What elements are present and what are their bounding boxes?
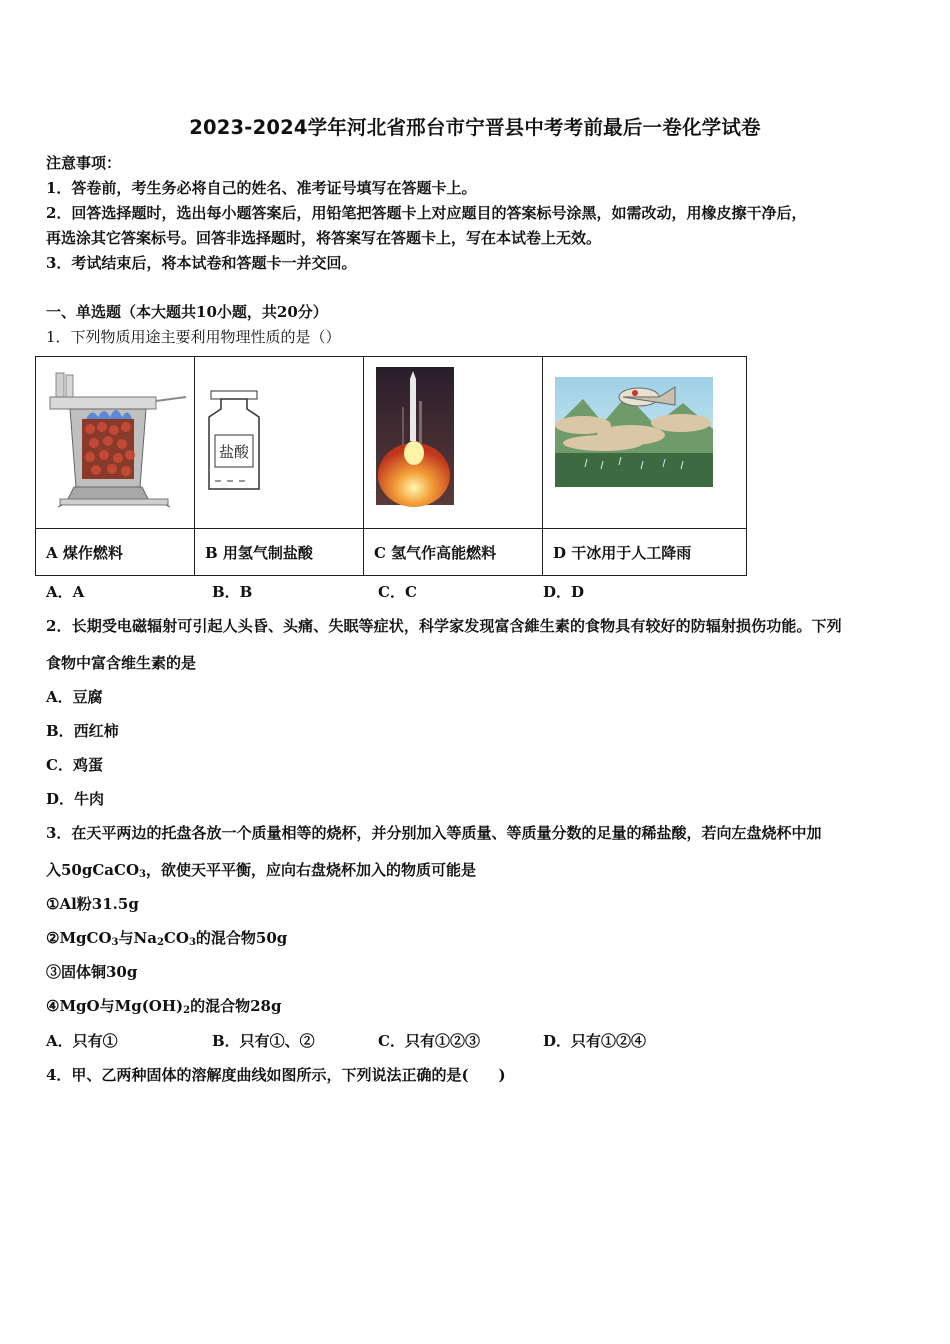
notice-item: 2．回答选择题时，选出每小题答案后，用铅笔把答题卡上对应题目的答案标号涂黑，如需改动，用橡皮擦干净后， [46,204,807,222]
q1-choice-d: D．D [543,583,585,601]
rocket-launch-image [364,357,542,528]
question-3-stem: 3．在天平两边的托盘各放一个质量相等的烧杯，并分别加入等质量、等质量分数的足量的稀盐酸，若向左盘烧杯中加 [46,824,822,842]
q3-choice-b: B．只有①、② [212,1032,315,1050]
option-a-caption: A 煤作燃料 [36,529,195,576]
q1-choice-c: C．C [378,583,417,601]
artificial-rain-image [543,357,746,528]
question-2-stem-cont: 食物中富含维生素的是 [46,654,197,672]
question-1-option-table [35,356,747,576]
bottle-label-text: 盐酸 [218,443,250,461]
option-c-image-cell [364,357,543,529]
option-c-caption: C 氢气作高能燃料 [364,529,543,576]
option-a-image-cell [36,357,195,529]
notice-item: 1．答卷前，考生务必将自己的姓名、准考证号填写在答题卡上。 [46,179,477,197]
question-1-stem: 1．下列物质用途主要利用物理性质的是（） [46,328,341,346]
question-3-stem-cont: 入50gCaCO$_3$，欲使天平平衡，应向右盘烧杯加入的物质可能是 [46,861,477,880]
q3-option-4: ④MgO与$Mg(OH)_2$的混合物28g [46,997,282,1016]
option-b-image-cell [195,357,364,529]
hydrochloric-acid-bottle-image [195,357,363,528]
q3-choice-a: A．只有① [46,1032,118,1050]
q3-option-2: ②MgCO$_3$与$Na_2CO_3$的混合物50g [46,929,288,948]
option-d-caption: D 干冰用于人工降雨 [543,529,747,576]
question-2-stem: 2．长期受电磁辐射可引起人头昏、头痛、失眠等症状，科学家发现富含維生素的食物具有较好的防辐射损伤功能。下列 [46,617,842,635]
question-4-stem: 4．甲、乙两种固体的溶解度曲线如图所示，下列说法正确的是( ) [46,1066,506,1084]
q3-option-3: ③固体铜30g [46,963,138,981]
q2-choice-b: B．西红柿 [46,722,119,740]
q1-choice-a: A．A [46,583,85,601]
notice-heading: 注意事项： [46,154,122,172]
notice-item: 3．考试结束后，将本试卷和答题卡一并交回。 [46,254,357,272]
q2-choice-d: D．牛肉 [46,790,105,808]
q3-option-1: ①Al粉31.5g [46,895,139,913]
q3-choice-c: C．只有①②③ [378,1032,480,1050]
option-d-image-cell [543,357,747,529]
option-b-caption: B 用氢气制盐酸 [195,529,364,576]
q2-choice-a: A．豆腐 [46,688,103,706]
page-title: 2023-2024学年河北省邢台市宁晋县中考考前最后一卷化学试卷 [189,116,761,139]
coal-stove-image [36,357,194,528]
section-heading: 一、单选题（本大题共10小题，共20分） [46,303,328,321]
q1-choice-b: B．B [212,583,253,601]
q3-choice-d: D．只有①②④ [543,1032,647,1050]
notice-item: 再选涂其它答案标号。回答非选择题时，将答案写在答题卡上，写在本试卷上无效。 [46,229,602,247]
q2-choice-c: C．鸡蛋 [46,756,103,774]
